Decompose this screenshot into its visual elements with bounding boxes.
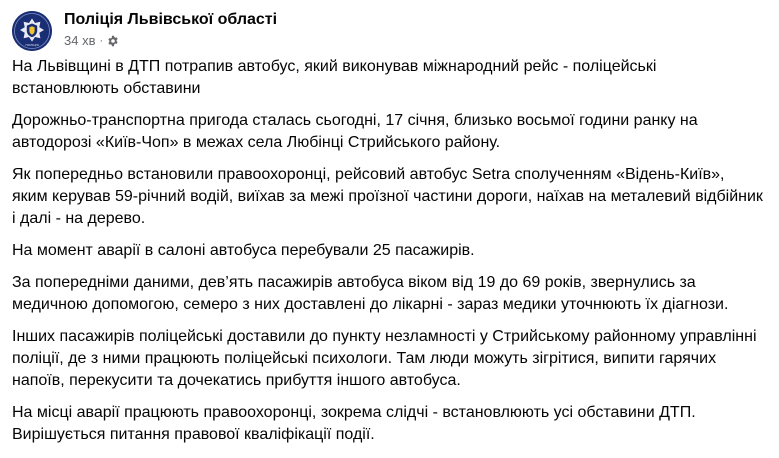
separator-dot: ·: [99, 34, 104, 47]
post-timestamp[interactable]: 34 хв: [64, 33, 96, 48]
post-meta: [64, 10, 277, 48]
post-header: [12, 0, 765, 56]
post-paragraph: На місці аварії працюють правоохоронці, зокрема слідчі - встановлюють усі обставини ДТП. Вирішується питання правової кваліфікації події.: [12, 404, 696, 443]
gear-icon[interactable]: [107, 35, 119, 47]
svg-text:ПОЛІЦІЯ: ПОЛІЦІЯ: [25, 43, 39, 47]
avatar[interactable]: [12, 11, 52, 51]
police-badge-icon: [12, 11, 52, 51]
post-paragraph: Інших пасажирів поліцейські доставили до пункту незламності у Стрийському районному управлінні поліції, де з ними працюють поліцейські психологи. Там люди можуть зігрітися, випити гарячих напоїв, перекусити та дочекатись прибуття іншого автобуса.: [12, 328, 757, 389]
post-paragraph: На Львівщині в ДТП потрапив автобус, який виконував міжнародний рейс - поліцейські встановлюють обставини: [12, 58, 657, 97]
post-paragraph: За попередніми даними, дев’ять пасажирів автобуса віком від 19 до 69 років, звернулись за медичною допомогою, семеро з них доставлені до лікарні - зараз медики уточнюють їх діагнози.: [12, 274, 729, 313]
post-paragraph: На момент аварії в салоні автобуса перебували 25 пасажирів.: [12, 242, 475, 259]
post-subline: [64, 33, 277, 48]
post-paragraph: Як попередньо встановили правоохоронці, рейсовий автобус Setra сполученням «Відень-Київ», яким керував 59-річний водій, виїхав за межі проїзної частини дороги, наїхав на металевий відбійник і далі - на дерево.: [12, 166, 763, 227]
author-name[interactable]: Поліція Львівської області: [64, 11, 278, 28]
post-body: [12, 56, 765, 446]
post-paragraph: Дорожньо-транспортна пригода сталась сьогодні, 17 січня, близько восьмої години ранку на автодорозі «Київ-Чоп» в межах села Любінці Стрийського району.: [12, 112, 698, 151]
